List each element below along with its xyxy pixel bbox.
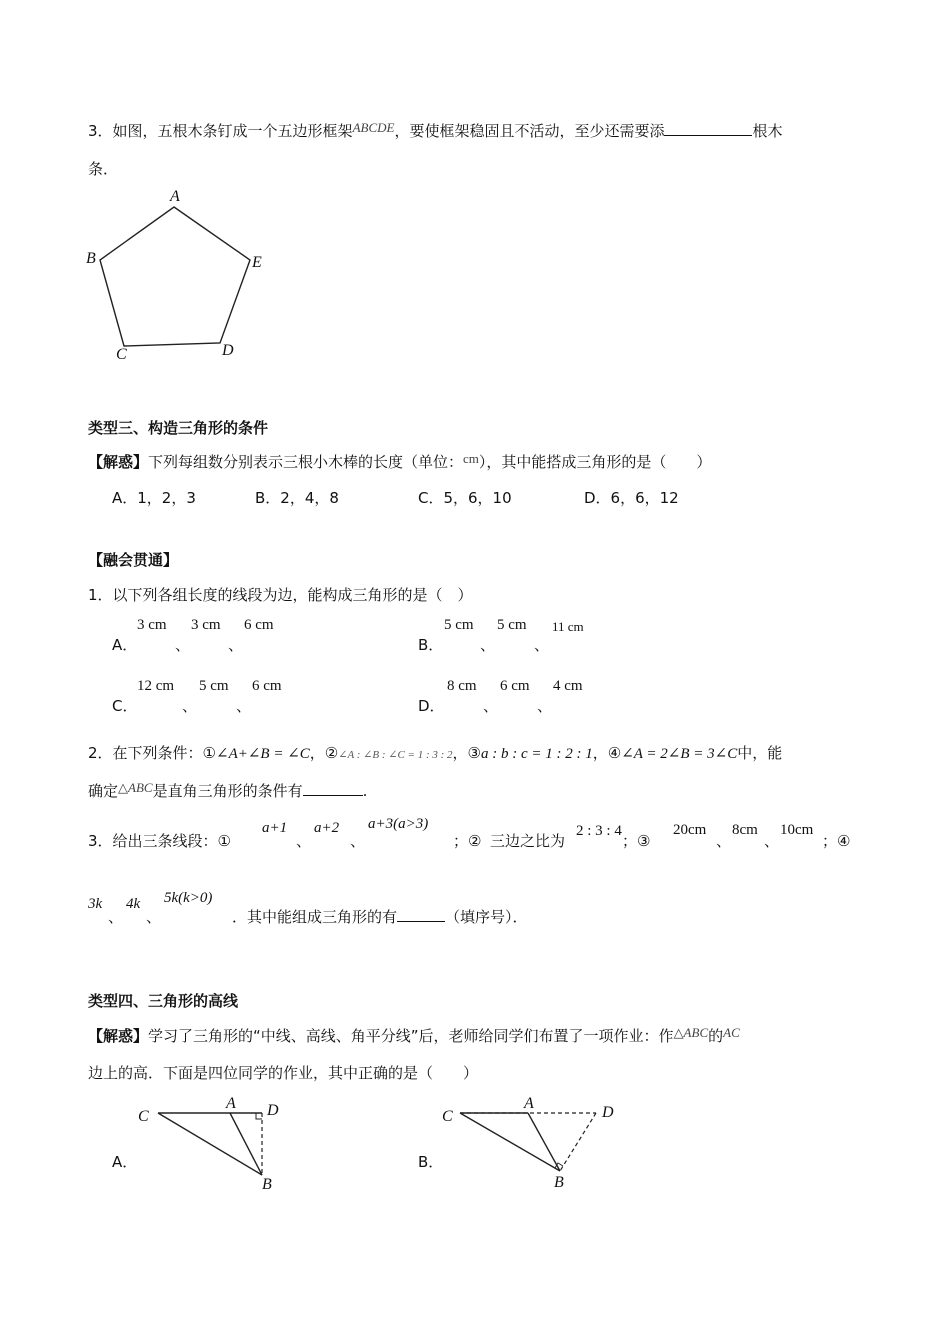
rh-q3-g: （填序号）．: [445, 908, 528, 926]
q3-text-a: 如图，五根木条钉成一个五边形框架: [112, 122, 353, 140]
fig-b-label-a: A: [524, 1095, 534, 1112]
rh-q3-sep3: 、: [716, 832, 732, 850]
rh-q1-d-label: D．: [418, 697, 445, 715]
rh-q1-c-sep1: 、: [182, 697, 198, 715]
q3-number: 3．: [88, 122, 113, 140]
ronghui-title: 【融会贯通】: [88, 551, 179, 569]
fig-a-label-d: D: [267, 1102, 279, 1119]
rh-q1-c-sep2: 、: [236, 697, 252, 715]
rh-q3-k1: 3k: [88, 896, 103, 912]
rh-q2-d: ，④: [592, 744, 622, 762]
rh-q3-sep1: 、: [296, 832, 312, 850]
s4-text-b: 的: [708, 1027, 724, 1045]
fig-b-label-c: C: [442, 1108, 453, 1125]
rh-q1-text: 1．以下列各组长度的线段为边，能构成三角形的是（ ）: [88, 586, 473, 604]
rh-q1-d-sep2: 、: [537, 697, 553, 715]
rh-q3-sep2: 、: [350, 832, 366, 850]
rh-q1-c-val3: 6 cm: [252, 678, 282, 694]
s4-option-a-label[interactable]: A．: [112, 1153, 138, 1171]
option-c[interactable]: C．5，6，10: [418, 489, 512, 507]
rh-q2-cond1: ∠A+∠B = ∠C: [216, 746, 310, 762]
rh-q3-label: 3．给出三条线段：①: [88, 832, 231, 850]
rh-q3-d: ；③: [622, 832, 651, 850]
q3-text-b: ，要使框架稳固且不活动，至少还需要添: [394, 122, 665, 140]
fig-a-label-c: C: [138, 1108, 149, 1125]
rh-q3-sep6: 、: [146, 908, 162, 926]
fig-a-label-b: B: [262, 1176, 272, 1193]
jiehuo-tag: 【解惑】: [88, 453, 149, 471]
rh-q1-a-val3: 6 cm: [244, 617, 274, 633]
s4-figure-a: [130, 1095, 290, 1195]
q3-answer-blank[interactable]: [664, 120, 752, 136]
rh-q1-c-val2: 5 cm: [199, 678, 229, 694]
option-b[interactable]: B．2，4，8: [255, 489, 339, 507]
s4-option-b-label[interactable]: B．: [418, 1153, 444, 1171]
q3-line1: [88, 120, 782, 141]
rh-q2-cond3: a : b : c = 1 : 2 : 1: [481, 746, 593, 762]
rh-q2-c: ，③: [452, 744, 481, 762]
pentagon-label-e: E: [252, 254, 262, 271]
rh-q2-f: 确定: [88, 782, 119, 800]
section3-title: 类型三、构造三角形的条件: [88, 419, 269, 437]
pentagon-label-b: B: [86, 250, 96, 267]
rh-q1-b-val3: 11 cm: [552, 619, 584, 634]
pentagon-figure: [80, 185, 280, 365]
rh-q2-g: 是直角三角形的条件有: [152, 782, 303, 800]
q3-text-d: 条．: [88, 160, 119, 178]
rh-q3-seg2: a+2: [314, 820, 340, 836]
rh-q1-b-val1: 5 cm: [444, 617, 474, 633]
rh-q3-f: ．其中能组成三角形的有: [232, 908, 398, 926]
s4-jiehuo-tag: 【解惑】: [88, 1027, 149, 1045]
rh-q1-d-sep1: 、: [483, 697, 499, 715]
rh-q1-d-val3: 4 cm: [553, 678, 583, 694]
jiehuo-text-a: 下列每组数分别表示三根小木棒的长度（单位：: [148, 453, 464, 471]
rh-q3-b: ；②: [453, 832, 482, 850]
rh-q2-line1: [88, 742, 782, 763]
rh-q1-a-sep2: 、: [228, 636, 244, 654]
rh-q2-triangle: △ABC: [118, 780, 153, 795]
rh-q1-a-label: A．: [112, 636, 138, 654]
rh-q2-line2: [88, 780, 367, 801]
pentagon-label-c: C: [116, 346, 127, 363]
rh-q3-ratio: 2 : 3 : 4: [576, 823, 622, 839]
pentagon-label-a: A: [170, 188, 180, 205]
fig-b-label-b: B: [554, 1174, 564, 1191]
rh-q1-a-sep1: 、: [175, 636, 191, 654]
s4-side-ac: AC: [723, 1025, 740, 1040]
fig-b-line-cb: [460, 1113, 560, 1171]
rh-q3-seg3: a+3(a>3): [368, 816, 429, 832]
rh-q1-b-label: B．: [418, 636, 444, 654]
rh-q1-b-sep2: 、: [534, 636, 550, 654]
fig-a-label-a: A: [226, 1095, 236, 1112]
rh-q1-a-val2: 3 cm: [191, 617, 221, 633]
rh-q1-b-val2: 5 cm: [497, 617, 527, 633]
rh-q3-k3: 5k(k>0): [164, 890, 213, 906]
section3-jiehuo: [88, 451, 711, 472]
option-a[interactable]: A．1，2，3: [112, 489, 196, 507]
q3-text-c: 根木: [752, 122, 783, 140]
rh-q2-answer-blank[interactable]: [303, 780, 363, 796]
rh-q1-c-val1: 12 cm: [137, 678, 175, 694]
rh-q3-sep5: 、: [108, 908, 124, 926]
pentagon-label-d: D: [222, 342, 234, 359]
section4-line1: [88, 1025, 740, 1046]
rh-q1-d-val1: 8 cm: [447, 678, 477, 694]
section4-title: 类型四、三角形的高线: [88, 992, 239, 1010]
s4-text-a: 学习了三角形的“中线、高线、角平分线”后，老师给同学们布置了一项作业：作: [148, 1027, 674, 1045]
rh-q3-m1: 20cm: [673, 822, 707, 838]
fig-b-height-bd: [560, 1113, 596, 1171]
s4-triangle: △ABC: [673, 1025, 709, 1040]
rh-q3-c: 三边之比为: [490, 832, 566, 850]
rh-q3-e: ；④: [822, 832, 851, 850]
rh-q3-m2: 8cm: [732, 822, 758, 838]
rh-q3-k2: 4k: [126, 896, 141, 912]
rh-q3-sep4: 、: [764, 832, 780, 850]
rh-q3-line2: [232, 906, 528, 927]
option-d[interactable]: D．6，6，12: [584, 489, 679, 507]
rh-q1-d-val2: 6 cm: [500, 678, 530, 694]
s4-figure-b: [436, 1095, 626, 1195]
rh-q3-answer-blank[interactable]: [397, 906, 445, 922]
rh-q2-b: ，②: [309, 744, 339, 762]
rh-q2-e: 中，能: [737, 744, 783, 762]
rh-q1-a-val1: 3 cm: [137, 617, 167, 633]
rh-q1-b-sep1: 、: [480, 636, 496, 654]
rh-q2-h: .: [362, 782, 368, 800]
fig-b-label-d: D: [602, 1104, 614, 1121]
rh-q1-c-label: C．: [112, 697, 138, 715]
s4-text-c: 边上的高．下面是四位同学的作业，其中正确的是（ ）: [88, 1064, 479, 1082]
rh-q2-cond2: ∠A : ∠B : ∠C = 1 : 3 : 2: [338, 749, 453, 761]
jiehuo-text-b: ），其中能搭成三角形的是（ ）: [478, 453, 712, 471]
rh-q3-seg1: a+1: [262, 820, 288, 836]
rh-q3-m3: 10cm: [780, 822, 814, 838]
rh-q2-a: 2．在下列条件：①: [88, 744, 216, 762]
pentagon-shape: [100, 207, 250, 346]
rh-q2-cond4: ∠A = 2∠B = 3∠C: [621, 746, 738, 762]
unit-cm: cm: [463, 451, 479, 466]
fig-a-right-angle: [256, 1113, 262, 1119]
q3-math-abcde: ABCDE: [352, 120, 395, 135]
